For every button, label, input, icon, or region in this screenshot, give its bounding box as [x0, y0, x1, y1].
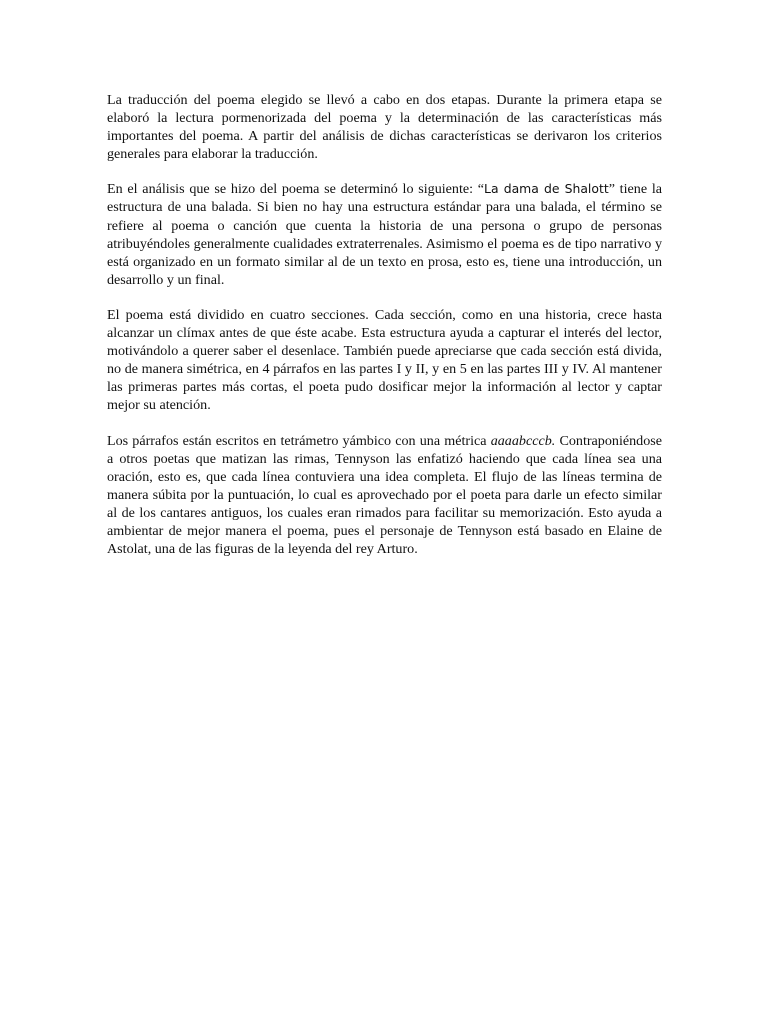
paragraph-1: [107, 91, 662, 163]
paragraph-2-text-after: ” tiene la estructura de una balada. Si bien no hay una estructura estándar para una balada, el término se refiere al poema o canción que cuenta la historia de una persona o grupo de personas atribuyéndoles generalmente cualidades extraterrenales. Asimismo el poema es de tipo narrativo y está organizado en un formato similar al de un texto en prosa, esto es, tiene una introducción, un desarrollo y un final.: [107, 181, 662, 288]
paragraph-4-text-after: Contraponiéndose a otros poetas que matizan las rimas, Tennyson las enfatizó haciendo que cada línea sea una oración, esto es, que cada línea contuviera una idea completa. El flujo de las líneas termina de manera súbita por la puntuación, lo cual es aprovechado por el poeta para darle un efecto similar al de los cantares antiguos, los cuales eran rimados para facilitar su memorización. Esto ayuda a ambientar de mejor manera el poema, pues el personaje de Tennyson está basado en Elaine de Astolat, una de las figuras de la leyenda del rey Arturo.: [107, 432, 663, 558]
paragraph-3-text: El poema está dividido en cuatro secciones. Cada sección, como en una historia, crece hasta alcanzar un clímax antes de que éste acabe. Esta estructura ayuda a capturar el interés del lector, motivándolo a querer saber el desenlace. También puede apreciarse que cada sección está divida, no de manera simétrica, en 4 párrafos en las partes I y II, y en 5 en las partes III y IV. Al mantener las primeras partes más cortas, el poeta pudo dosificar mejor la información al lector y captar mejor su atención.: [107, 306, 662, 414]
paragraph-3: [107, 306, 662, 415]
paragraph-4: [107, 432, 662, 559]
paragraph-2-text-before: En el análisis que se hizo del poema se determinó lo siguiente: “: [107, 181, 485, 198]
paragraph-2: [107, 180, 662, 289]
document-body: [107, 91, 662, 575]
rhyme-scheme: aaaabcccb.: [490, 432, 556, 449]
paragraph-4-text-before: Los párrafos están escritos en tetrámetro yámbico con una métrica: [107, 432, 491, 449]
paragraph-1-text: La traducción del poema elegido se llevó a cabo en dos etapas. Durante la primera etapa se elaboró la lectura pormenorizada del poema y la determinación de las características más importantes del poema. A partir del análisis de dichas características se derivaron los criterios generales para elaborar la traducción.: [107, 92, 662, 163]
poem-title-reference: La dama de Shalott: [484, 181, 609, 197]
